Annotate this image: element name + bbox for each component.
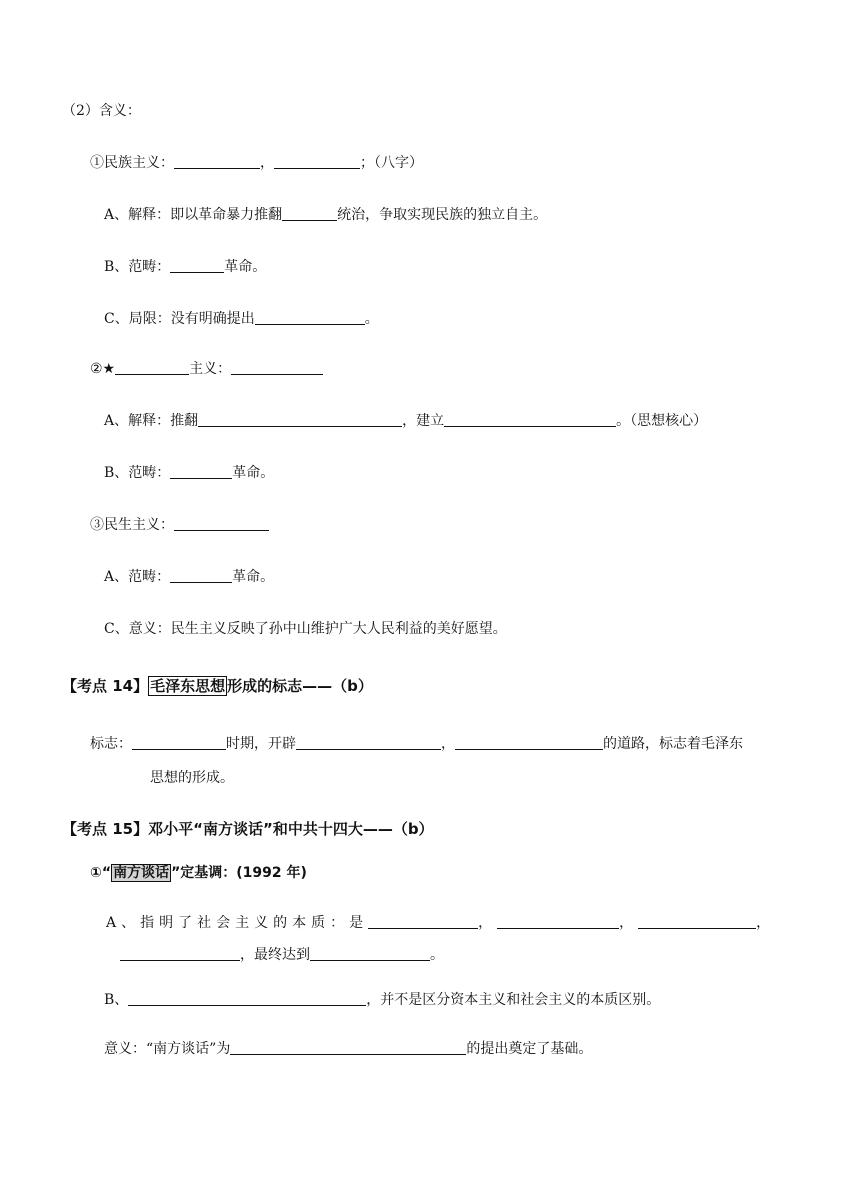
limit-label: C、局限：没有明确提出 — [104, 311, 255, 327]
shaded-keyword: 南方谈话 — [113, 865, 170, 881]
fill-blank[interactable] — [274, 153, 360, 169]
point-14-title: 形成的标志——（b） — [227, 677, 373, 695]
comma-text: ， — [260, 155, 274, 171]
democracy-star-label: ②★ — [90, 361, 116, 377]
distinction-text: ，并不是区分资本主义和社会主义的本质区别。 — [366, 992, 661, 1008]
period-open-text: 时期，开辟 — [226, 736, 296, 752]
revolution-text: 革命。 — [232, 465, 275, 481]
line-democracy — [90, 359, 323, 379]
fill-blank[interactable] — [230, 1039, 466, 1055]
fill-blank[interactable] — [132, 734, 226, 750]
fill-blank[interactable] — [120, 945, 240, 961]
essence-text: A、指明了社会主义的本质：是 — [106, 915, 369, 931]
line-significance — [104, 1039, 592, 1059]
fill-blank[interactable] — [296, 734, 441, 750]
keynote-text: ”定基调：(1992 年) — [171, 865, 307, 881]
line-sign-continued: 思想的形成。 — [150, 770, 234, 786]
core-note: 。（思想核心） — [616, 413, 708, 429]
point-14-label: 【考点 14】 — [62, 677, 149, 695]
line-livelihood-meaning: C、意义：民生主义反映了孙中山维护广大人民利益的美好愿望。 — [104, 621, 507, 637]
establish-text: ，建立 — [402, 413, 445, 429]
fill-blank[interactable] — [170, 463, 232, 479]
fill-blank[interactable] — [497, 913, 619, 929]
line-socialism-essence — [106, 913, 775, 933]
fill-blank[interactable] — [170, 257, 224, 273]
road-text: 的道路，标志着毛泽东 — [603, 736, 743, 752]
fill-blank[interactable] — [174, 515, 269, 531]
line-democracy-category — [104, 463, 274, 483]
fill-blank[interactable] — [368, 913, 478, 929]
category-label: B、范畴： — [104, 465, 171, 481]
category-label: A、范畴： — [104, 569, 171, 585]
eight-chars-note: ；（八字） — [360, 155, 423, 171]
sign-label: 标志： — [90, 736, 132, 752]
b-label: B、 — [104, 992, 129, 1008]
line-nationalism — [90, 153, 423, 173]
fill-blank[interactable] — [638, 913, 756, 929]
period-text: 。 — [364, 311, 379, 327]
finally-text: ，最终达到 — [240, 947, 310, 963]
line-nationalism-limit — [104, 309, 379, 329]
category-label: B、范畴： — [104, 259, 171, 275]
fill-blank[interactable] — [231, 359, 323, 375]
explain-text: A、解释：即以革命暴力推翻 — [104, 207, 283, 223]
comma-text: ， — [478, 915, 498, 931]
line-nationalism-category — [104, 257, 266, 277]
comma-text: ， — [619, 915, 639, 931]
explain-text: A、解释：推翻 — [104, 413, 199, 429]
line-sign — [90, 734, 743, 754]
livelihood-label: ③民生主义： — [90, 517, 174, 533]
line-socialism-essence-continued — [120, 945, 444, 965]
boxed-keyword: 毛泽东思想 — [150, 677, 226, 695]
fill-blank[interactable] — [174, 153, 260, 169]
heading-point-14 — [62, 676, 373, 696]
revolution-text: 革命。 — [224, 259, 267, 275]
fill-blank[interactable] — [170, 567, 232, 583]
line-democracy-explain — [104, 411, 707, 431]
line-meaning-heading: （2）含义： — [62, 103, 141, 119]
fill-blank[interactable] — [444, 411, 616, 427]
comma-text: ， — [441, 736, 455, 752]
southern-talks-prefix: ①“ — [90, 865, 112, 881]
line-b-distinction — [104, 990, 660, 1010]
fill-blank[interactable] — [282, 205, 337, 221]
line-nationalism-explain — [104, 205, 547, 225]
line-livelihood-category — [104, 567, 274, 587]
comma-text: ， — [756, 915, 776, 931]
heading-point-15: 【考点 15】邓小平“南方谈话”和中共十四大——（b） — [62, 820, 434, 838]
fill-blank[interactable] — [255, 309, 365, 325]
doctrine-label: 主义： — [189, 361, 232, 377]
fill-blank[interactable] — [455, 734, 603, 750]
significance-text: 的提出奠定了基础。 — [466, 1041, 593, 1057]
fill-blank[interactable] — [128, 990, 366, 1006]
fill-blank[interactable] — [198, 411, 402, 427]
fill-blank[interactable] — [310, 945, 430, 961]
line-southern-talks — [90, 863, 307, 883]
nationalism-label: ①民族主义： — [90, 155, 174, 171]
explain-text-2: 统治，争取实现民族的独立自主。 — [337, 207, 548, 223]
line-livelihood — [90, 515, 269, 535]
significance-label: 意义：“南方谈话”为 — [104, 1041, 231, 1057]
period-text: 。 — [430, 947, 444, 963]
revolution-text: 革命。 — [232, 569, 275, 585]
fill-blank[interactable] — [115, 359, 189, 375]
